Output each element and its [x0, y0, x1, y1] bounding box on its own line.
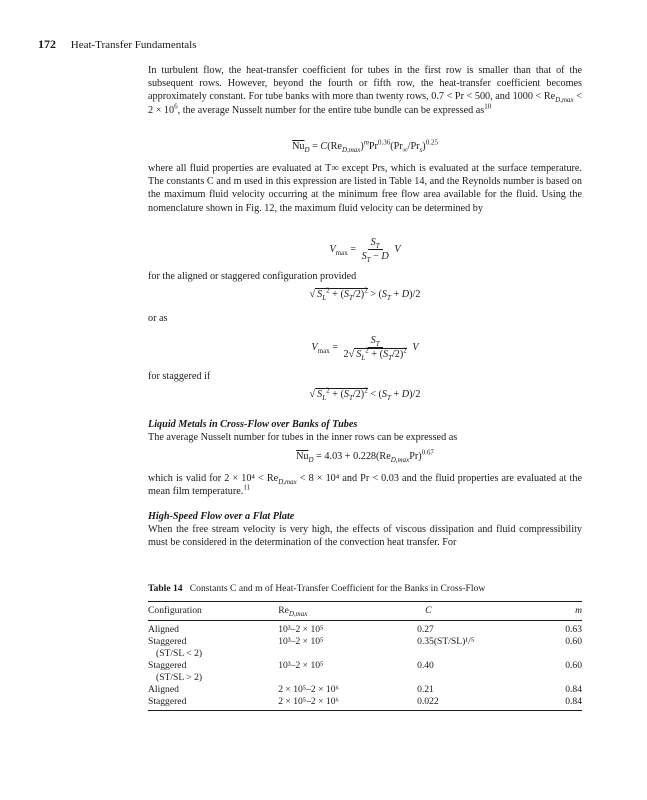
page-header	[38, 38, 197, 52]
table-row: Staggered 2 × 10⁵–2 × 10⁶ 0.022 0.84	[148, 696, 582, 711]
column-header: m	[539, 602, 582, 621]
equation-condition-1: √ $S_L^2 + (S_T/2)^2 > (S_T + D)/2$	[309, 286, 421, 303]
table-14	[148, 582, 582, 711]
paragraph-validity: which is valid for $2 \times 10^4 < Re_{D,max} < 8 \times 10^4$ and Pr < 0.03 and the fluid properties are evaluated at the mean film temperature.$^{11}$	[148, 473, 582, 498]
equation-vmax-staggered: $V_{max}$ = $\frac{S_T}{2√ S_L^2 + (S_T/2)^2}$ V	[311, 335, 419, 363]
paragraph-properties: where all fluid properties are evaluated at T∞ except Prs, which is evaluated at the surface temperature. The constants C and m used in this expression are listed in Table 14, and the Reynolds number is based on the maximum fluid velocity occurring at the minimum free flow area available for the fluid. Using the nomenclature shown in Fig. 12, the maximum fluid velocity can be determined by	[148, 163, 582, 214]
page-number: 172	[38, 37, 56, 51]
table-row: Staggered 10³–2 × 10⁵ 0.40 0.60	[148, 660, 582, 672]
equation-nusselt-liquid-metal: $\overline{Nu}_D = 4.03 + 0.228(Re_{D,max}Pr)^{0.67}$	[296, 448, 434, 465]
section-heading: Liquid Metals in Cross-Flow over Banks of Tubes	[148, 419, 358, 430]
table-row: Aligned 2 × 10⁵–2 × 10⁶ 0.21 0.84	[148, 684, 582, 696]
section-heading: High-Speed Flow over a Flat Plate	[148, 511, 295, 522]
paragraph-or-as: or as	[148, 313, 168, 324]
paragraph-provided: for the aligned or staggered configuration provided	[148, 271, 357, 282]
running-title: Heat-Transfer Fundamentals	[70, 39, 197, 51]
section-high-speed-flow: High-Speed Flow over a Flat Plate When the free stream velocity is very high, the effects of viscous dissipation and fluid compressibility must be considered in the determination of the convection heat transfer. For	[148, 511, 582, 549]
table-row: Aligned 10³–2 × 10⁵ 0.27 0.63	[148, 624, 582, 636]
paragraph-intro: In turbulent flow, the heat-transfer coefficient for tubes in the first row is smaller than that of the subsequent rows. However, beyond the fourth or fifth row, the heat-transfer coefficient becomes approximately constant. For tube banks with more than twenty rows, 0.7 < Pr < 500, and $1000 < Re_{D,max} < 2 \times 10^6$, the average Nusselt number for the entire tube bundle can be expressed $as^{10}$	[148, 65, 582, 116]
column-header: Configuration	[148, 602, 278, 621]
paragraph-staggered-if: for staggered if	[148, 371, 211, 382]
equation-nusselt-tube-bank: $\overline{Nu}_D = C(Re_{D,max})^mPr^{0.36}(Pr_\infty/Pr_s)^{0.25}$	[292, 138, 438, 155]
table-caption: Table 14 Constants C and m of Heat-Transfer Coefficient for the Banks in Cross-Flow	[148, 583, 486, 594]
table-row: Staggered 10³–2 × 10⁵ 0.35(ST/SL)¹/⁵ 0.60	[148, 636, 582, 648]
equation-condition-2: √ $S_L^2 + (S_T/2)^2 < (S_T + D)/2$	[309, 386, 421, 403]
equation-vmax-aligned: $V_{max}$ = $\frac{S_T}{S_T - D}$ V	[329, 237, 401, 265]
table-row: (ST/SL < 2)	[156, 648, 203, 660]
column-header: C	[417, 602, 539, 621]
column-header: $Re_{D,max}$	[278, 602, 417, 621]
section-liquid-metals: Liquid Metals in Cross-Flow over Banks of Tubes The average Nusselt number for tubes in the inner rows can be expressed as	[148, 418, 582, 444]
table-row: (ST/SL > 2)	[156, 672, 203, 684]
constants-table	[148, 601, 582, 711]
